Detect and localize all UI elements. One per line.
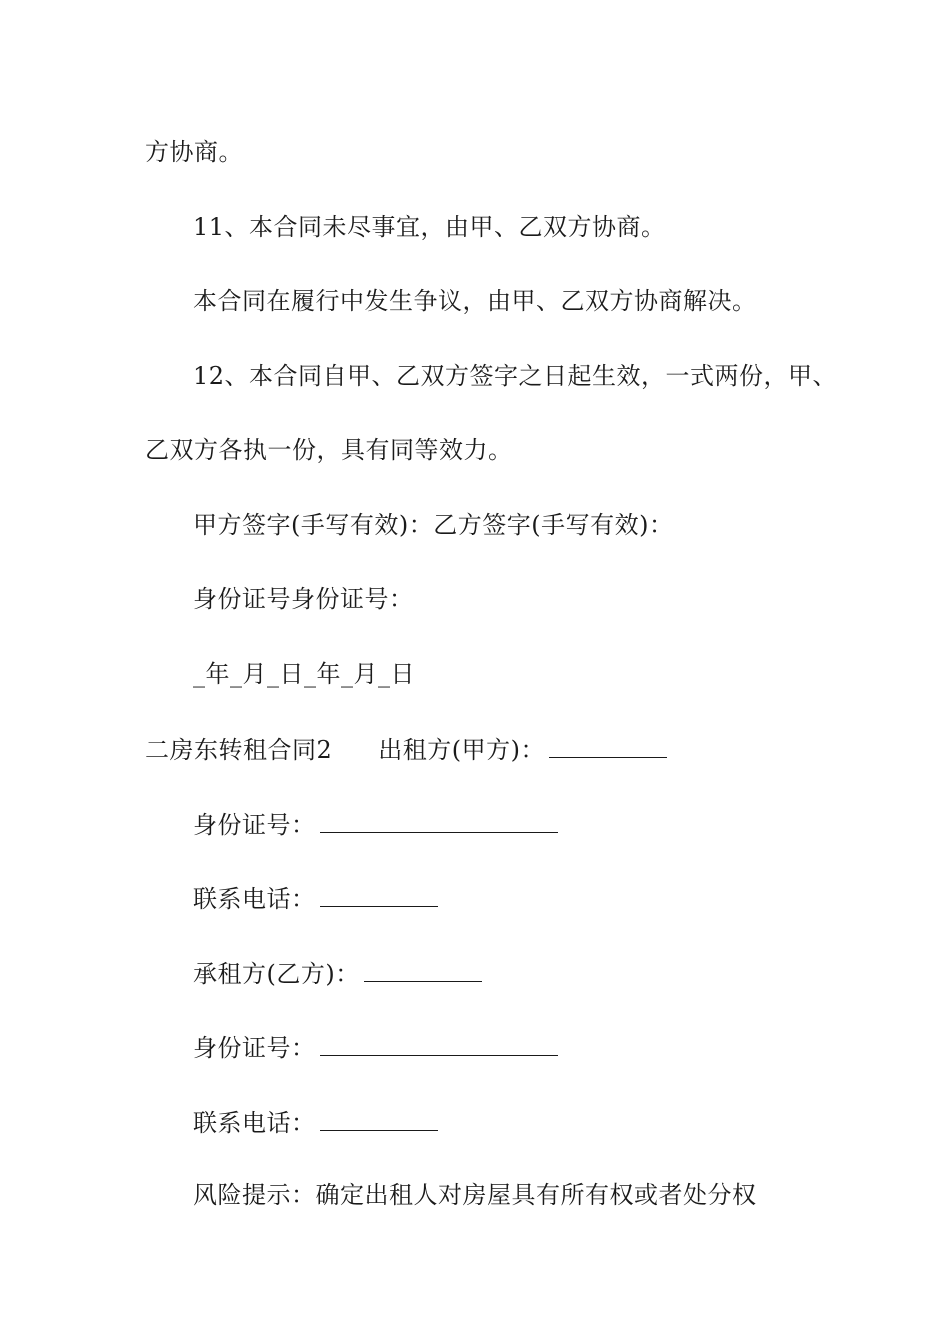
contract2-title: 二房东转租合同2	[145, 736, 333, 764]
clause-12: 12、本合同自甲、乙双方签字之日起生效，一式两份，甲、	[193, 362, 838, 390]
lessee-blank	[364, 955, 482, 982]
lessor-label: 出租方(甲方)：	[378, 736, 546, 764]
lessee-phone-label: 联系电话：	[193, 1109, 316, 1137]
dispute-clause: 本合同在履行中发生争议，由甲、乙双方协商解决。	[193, 287, 757, 315]
paragraph-continuation: 方协商。	[145, 138, 243, 166]
lessee-id-blank	[320, 1029, 558, 1056]
clause-12-continuation: 乙双方各执一份，具有同等效力。	[145, 436, 513, 464]
lessee-id-label: 身份证号：	[193, 1034, 316, 1062]
lessee-line	[193, 955, 482, 991]
clause-11: 11、本合同未尽事宜，由甲、乙双方协商。	[193, 213, 666, 241]
risk-note: 风险提示：确定出租人对房屋具有所有权或者处分权	[193, 1181, 757, 1209]
lessor-id-line	[193, 806, 558, 842]
lessee-id-line	[193, 1029, 558, 1065]
lessor-id-label: 身份证号：	[193, 811, 316, 839]
signature-line: 甲方签字(手写有效)：乙方签字(手写有效)：	[193, 511, 674, 539]
lessor-phone-label: 联系电话：	[193, 885, 316, 913]
lessee-phone-line	[193, 1104, 438, 1140]
lessee-phone-blank	[320, 1104, 438, 1131]
lessor-blank	[549, 731, 667, 758]
id-number-line: 身份证号身份证号：	[193, 585, 414, 613]
lessor-phone-blank	[320, 880, 438, 907]
date-line: _年_月_日_年_月_日	[193, 660, 415, 688]
contract2-header-line	[145, 731, 667, 767]
lessor-id-blank	[320, 806, 558, 833]
lessor-phone-line	[193, 880, 438, 916]
lessee-label: 承租方(乙方)：	[193, 960, 360, 988]
